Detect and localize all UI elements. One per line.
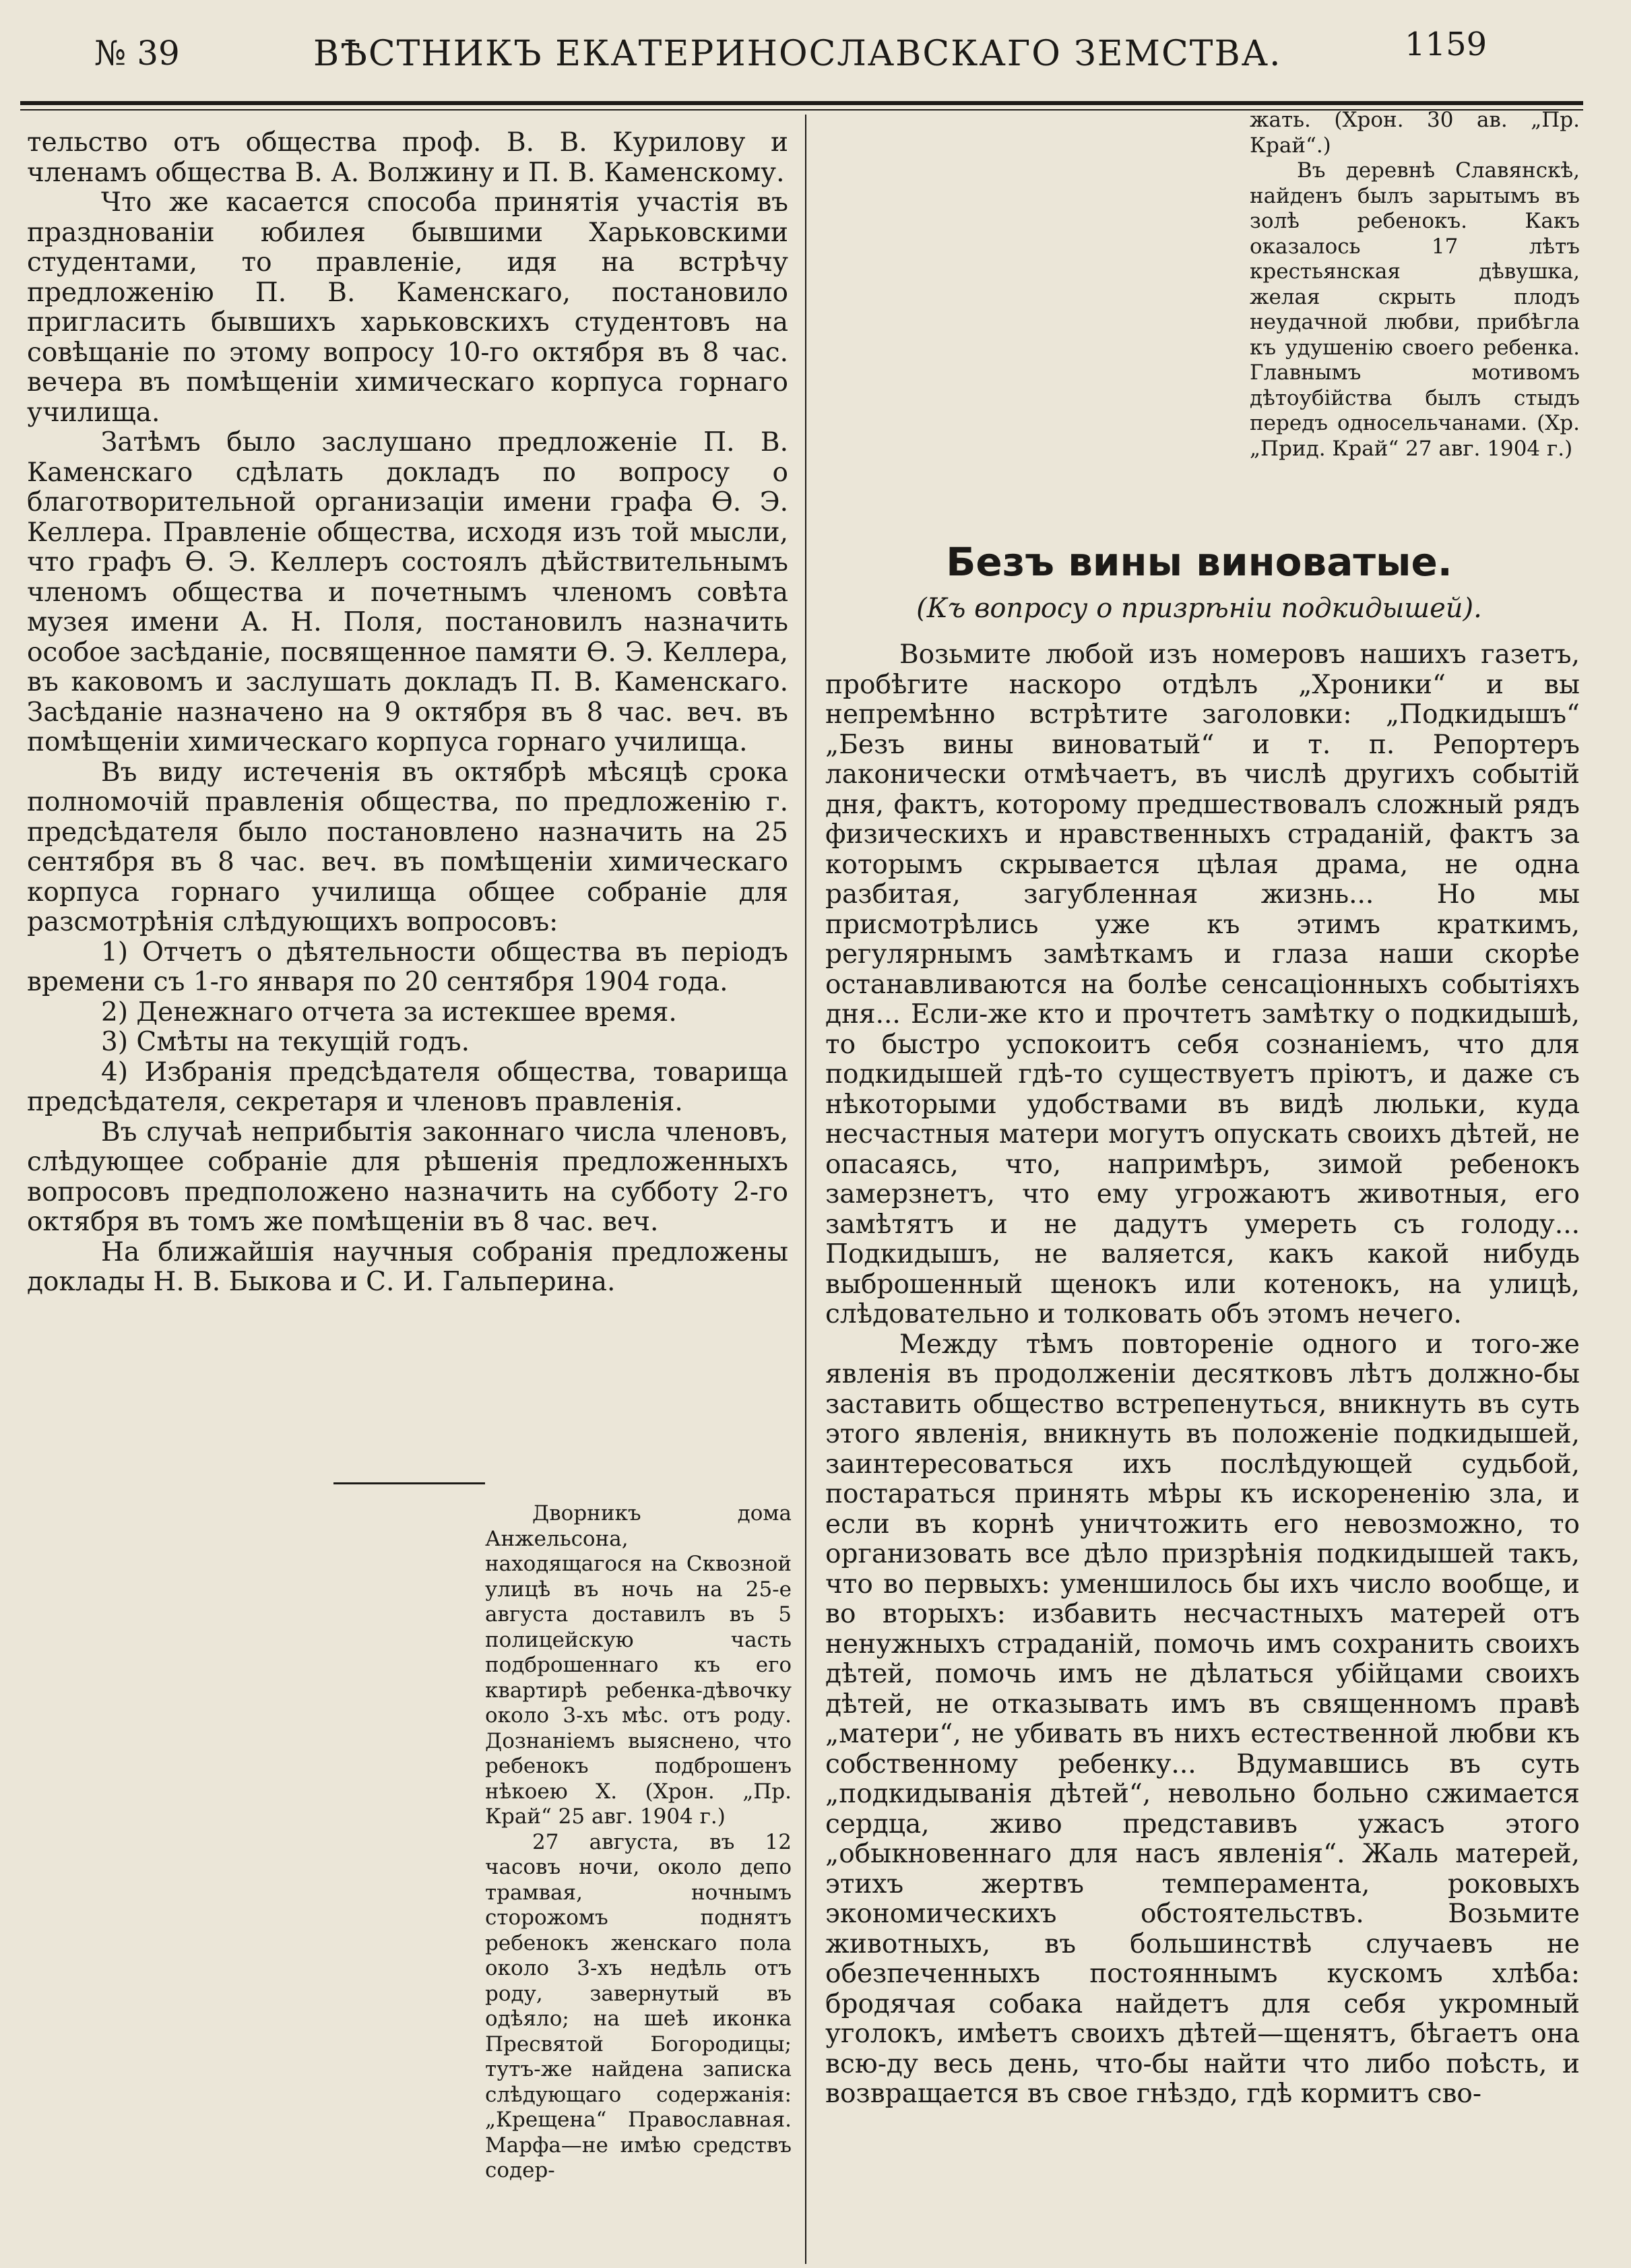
article-subtitle: (Къ вопросу о призрѣніи подкидышей). <box>916 593 1482 624</box>
page-header <box>88 26 1502 73</box>
paragraph: Затѣмъ было заслушано предложеніе П. В. Каменскаго сдѣлать докладъ по вопросу о благотворительной организаціи имени графа Ѳ. Э. Келлера. Правленіе общества, исходя изъ той мысли, что графъ Ѳ. Э. Келлеръ состоялъ дѣйствительнымъ членомъ общества и почетнымъ членомъ совѣта музея имени А. Н. Поля, постановилъ назначить особое засѣданіе, посвященное памяти Ѳ. Э. Келлера, въ каковомъ и заслушать докладъ П. В. Каменскаго. Засѣданіе назначено на 9 октября въ 8 час. веч. въ помѣщеніи химическаго корпуса горнаго училища. <box>27 427 788 757</box>
header-rule <box>20 101 1583 105</box>
paragraph: Въ случаѣ неприбытія законнаго числа членовъ, слѣдующее собраніе для рѣшенія предложенныхъ вопросовъ предположено назначить на субботу 2-го октября въ томъ же помѣщеніи въ 8 час. веч. <box>27 1116 788 1237</box>
chronicle-excerpts-left <box>485 1501 792 2184</box>
page-number: 1159 <box>1405 26 1488 63</box>
section-divider <box>333 1482 485 1484</box>
paragraph: Возьмите любой изъ номеровъ нашихъ газетъ, пробѣгите наскоро отдѣлъ „Хроники“ и вы непремѣнно встрѣтите заголовки: „Подкидышъ“ „Безъ вины виноватый“ и т. п. Репортеръ лаконически отмѣчаетъ, въ числѣ другихъ событій дня, фактъ, которому предшествовалъ сложный рядъ физическихъ и нравственныхъ страданій, фактъ за которымъ скрывается цѣлая драма, не одна разбитая, загубленная жизнь... Но мы присмотрѣлись уже къ этимъ краткимъ, регулярнымъ замѣткамъ и глаза наши скорѣе останавливаются на болѣе сенсаціонныхъ событіяхъ дня... Если-же кто и прочтетъ замѣтку о подкидышѣ, то быстро успокоитъ себя сознаніемъ, что для подкидышей гдѣ-то существуетъ пріютъ, и даже съ нѣкоторыми удобствами въ видѣ люльки, куда несчастныя матери могутъ опускать своихъ дѣтей, не опасаясь, что, напримѣръ, зимой ребенокъ замерзнетъ, что ему угрожаютъ животныя, его замѣтятъ и не дадутъ умереть съ голоду... Подкидышъ, не валяется, какъ какой нибудь выброшенный щенокъ или котенокъ, на улицѣ, слѣдовательно и толковать объ этомъ нечего. <box>825 639 1580 1329</box>
column-divider <box>805 115 806 2264</box>
paragraph: тельство отъ общества проф. В. В. Курилову и членамъ общества В. А. Волжину и П. В. Каменскому. <box>27 127 788 188</box>
left-column <box>27 128 788 1298</box>
chronicle-excerpts-right <box>1250 108 1580 462</box>
paragraph: Между тѣмъ повтореніе одного и того-же явленія въ продолженіи десятковъ лѣтъ должно-бы заставить общество встрепенуться, вникнуть въ суть этого явленія, вникнуть въ положеніе подкидышей, заинтересоваться ихъ послѣдующей судьбой, постараться принять мѣры къ искорененію зла, и если въ корнѣ уничтожить его невозможно, то организовать все дѣло призрѣнія подкидышей такъ, что во первыхъ: уменшилось бы ихъ число вообще, и во вторыхъ: избавить несчастныхъ матерей отъ ненужныхъ страданій, помочь имъ сохранить своихъ дѣтей, помочь имъ не дѣлаться убійцами своихъ дѣтей, не отказывать имъ въ священномъ правѣ „матери“, не убивать въ нихъ естественной любви къ собственному ребенку... Вдумавшись въ суть „подкидыванія дѣтей“, невольно больно сжимается сердца, живо представивъ ужасъ этого „обыкновеннаго для насъ явленія“. Жаль матерей, этихъ жертвъ темперамента, роковыхъ экономическихъ обстоятельствъ. Возьмите животныхъ, въ большинствѣ случаевъ не обезпеченныхъ постояннымъ кускомъ хлѣба: бродячая собака найдетъ для себя укромный уголокъ, имѣетъ своихъ дѣтей—щенятъ, бѣгаетъ она всю-ду весь день, что-бы найти что либо поѣсть, и возвращается въ свое гнѣздо, гдѣ кормитъ сво- <box>825 1329 1580 2109</box>
list-item: 3) Смѣты на текущій годъ. <box>101 1027 470 1057</box>
article-body <box>825 640 1580 2110</box>
chronicle-note: жать. (Хрон. 30 ав. „Пр. Край“.) <box>1250 108 1580 158</box>
paragraph: Въ виду истеченія въ октябрѣ мѣсяцѣ срока полномочій правленія общества, по предложенію г. предсѣдателя было постановлено назначить на 25 сентября въ 8 час. веч. въ помѣщеніи химическаго корпуса горнаго училища общее собраніе для разсмотрѣнія слѣдующихъ вопросовъ: <box>27 757 788 937</box>
list-item: 2) Денежнаго отчета за истекшее время. <box>101 997 677 1028</box>
paragraph: На ближайшія научныя собранія предложены доклады Н. В. Быкова и С. И. Гальперина. <box>27 1236 788 1297</box>
article-title: Безъ вины виноватые. <box>946 539 1452 585</box>
chronicle-note: Въ деревнѣ Славянскѣ, найденъ былъ зарытымъ въ золѣ ребенокъ. Какъ оказалось 17 лѣтъ крестьянская дѣвушка, желая скрыть плодъ неудачной любви, прибѣгла къ удушенію своего ребенка. Главнымъ мотивомъ дѣтоубійства былъ стыдъ передъ односельчанами. (Хр. „Прид. Край“ 27 авг. 1904 г.) <box>1250 158 1580 461</box>
journal-title: ВѢСТНИКЪ ЕКАТЕРИНОСЛАВСКАГО ЗЕМСТВА. <box>313 34 1282 74</box>
list-item: 4) Избранія предсѣдателя общества, товарища предсѣдателя, секретаря и членовъ правленія. <box>27 1057 788 1117</box>
paragraph: Что же касается способа принятія участія въ празднованіи юбилея бывшими Харьковскими студентами, то правленіе, идя на встрѣчу предложенію П. В. Каменскаго, постановило пригласить бывшихъ харьковскихъ студентовъ на совѣщаніе по этому вопросу 10-го октября въ 8 час. вечера въ помѣщеніи химическаго корпуса горнаго училища. <box>27 187 788 428</box>
chronicle-note: 27 августа, въ 12 часовъ ночи, около депо трамвая, ночнымъ сторожомъ поднятъ ребенокъ женскаго пола около 3-хъ недѣль отъ роду, завернутый въ одѣяло; на шеѣ иконка Пресвятой Богородицы; тутъ-же найдена записка слѣдующаго содержанія: „Крещена“ Православная. Марфа—не имѣю средствъ содер- <box>485 1829 792 2182</box>
issue-number: № 39 <box>94 34 180 73</box>
list-item: 1) Отчетъ о дѣятельности общества въ періодъ времени съ 1-го января по 20 сентября 1904 года. <box>27 937 788 997</box>
chronicle-note: Дворникъ дома Анжельсона, находящагося на Сквозной улицѣ въ ночь на 25-е августа доставилъ въ 5 полицейскую часть подброшеннаго къ его квартирѣ ребенка-дѣвочку около 3-хъ мѣс. отъ роду. Дознаніемъ выяснено, что ребенокъ подброшенъ нѣкоею Х. (Хрон. „Пр. Край“ 25 авг. 1904 г.) <box>485 1501 792 1829</box>
